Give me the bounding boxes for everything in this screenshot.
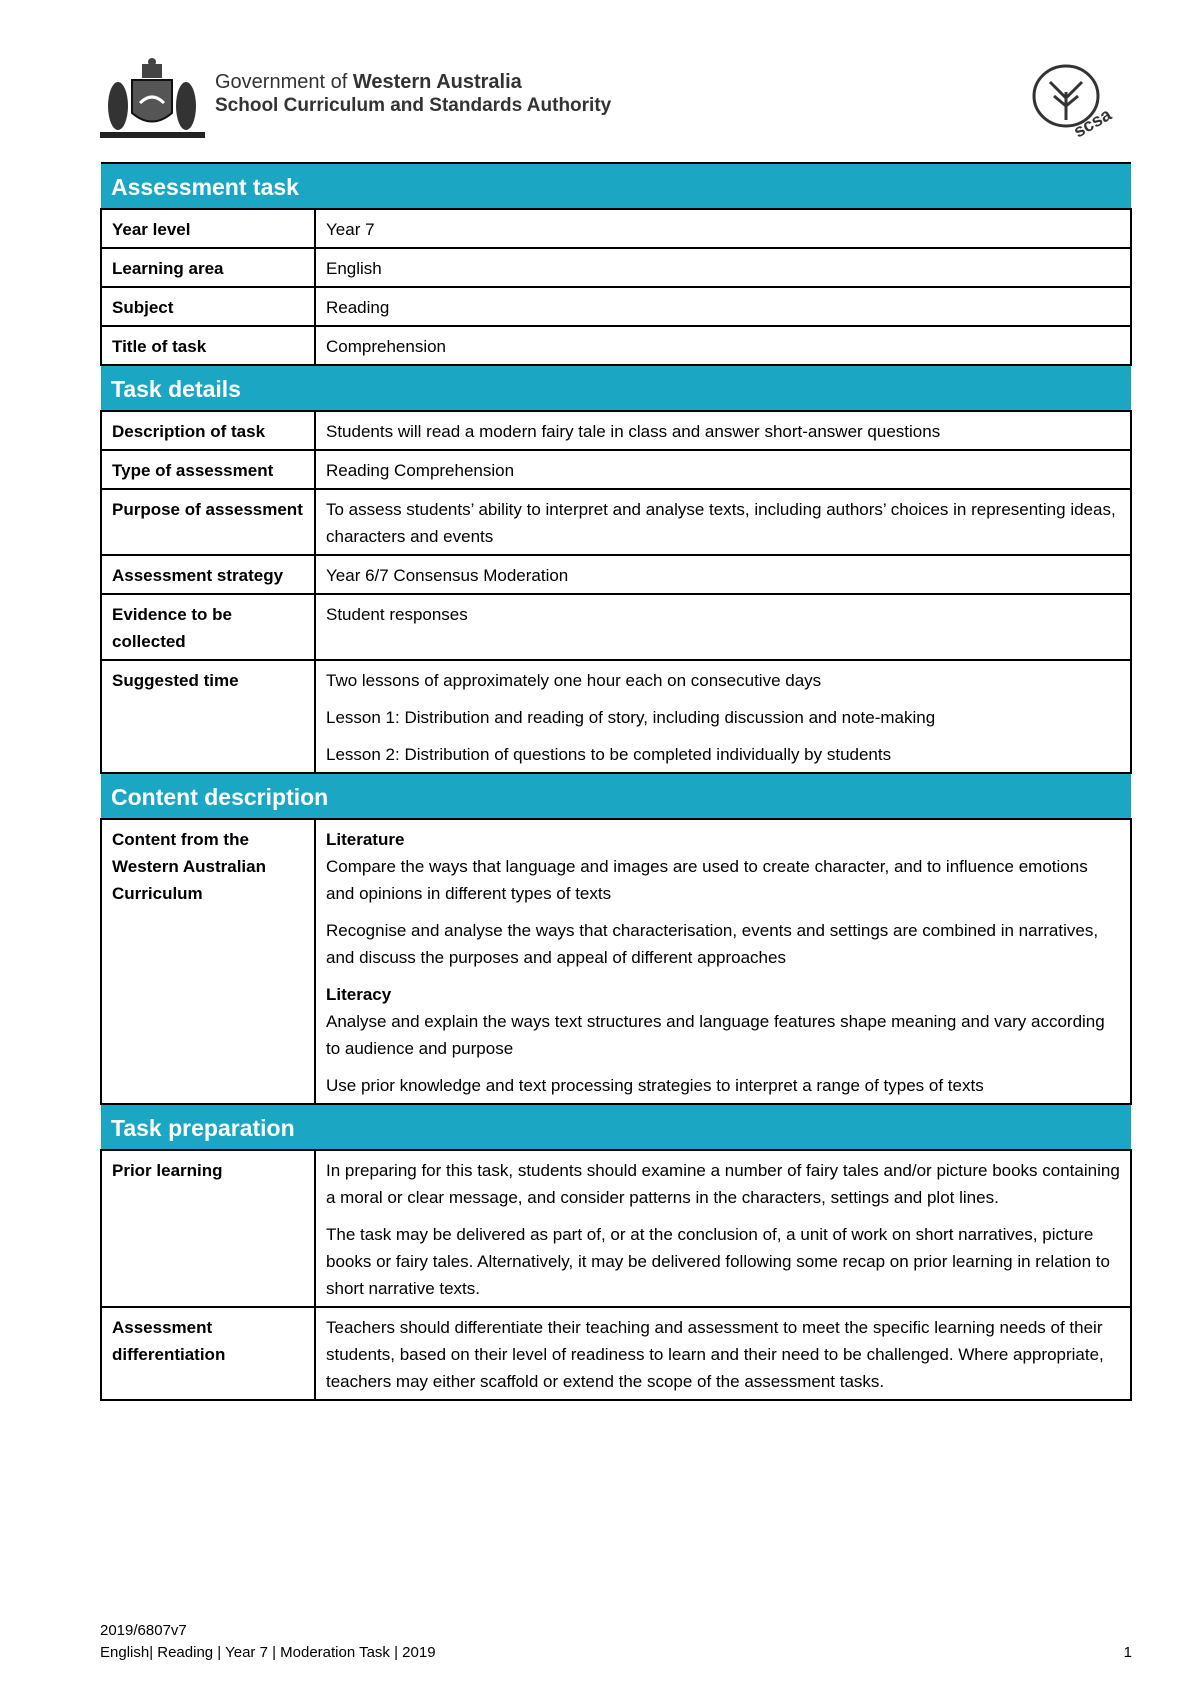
section-content-description: Content description (101, 773, 1131, 819)
content-item: Recognise and analyse the ways that characterisation, events and settings are combined in narratives, and discuss the purposes and appeal of different approaches (326, 921, 1099, 967)
row-label: Assessment strategy (101, 555, 315, 594)
paragraph: The task may be delivered as part of, or at the conclusion of, a unit of work on short narratives, picture books or fairy tales. Alternatively, it may be delivered following some recap on prior learning in relation to short narrative texts. (326, 1225, 1110, 1298)
literature-heading: Literature (326, 830, 405, 849)
row-value: Year 7 (315, 209, 1131, 248)
table-row (101, 326, 1131, 365)
wa-crest-logo (100, 58, 205, 142)
row-label: Year level (101, 209, 315, 248)
table-row (101, 1150, 1131, 1307)
table-row (101, 594, 1131, 660)
page-header (100, 58, 1130, 158)
row-value (315, 1150, 1131, 1307)
row-label: Purpose of assessment (101, 489, 315, 555)
time-line: Lesson 2: Distribution of questions to be completed individually by students (326, 745, 892, 764)
time-line: Lesson 1: Distribution and reading of story, including discussion and note-making (326, 708, 936, 727)
scsa-logo (1028, 58, 1115, 146)
table-row (101, 489, 1131, 555)
page-number: 1 (1123, 1644, 1132, 1661)
page-footer (100, 1620, 1132, 1664)
row-value: English (315, 248, 1131, 287)
row-value: Year 6/7 Consensus Moderation (315, 555, 1131, 594)
content-item: Compare the ways that language and images are used to create character, and to influence emotions and opinions in different types of texts (326, 857, 1088, 903)
document-code: 2019/6807v7 (100, 1622, 187, 1639)
table-row (101, 819, 1131, 1104)
row-label: Type of assessment (101, 450, 315, 489)
row-value: Reading (315, 287, 1131, 326)
content-item: Use prior knowledge and text processing strategies to interpret a range of types of texts (326, 1076, 984, 1095)
table-row (101, 660, 1131, 773)
row-label: Learning area (101, 248, 315, 287)
literacy-heading: Literacy (326, 985, 392, 1004)
row-label: Subject (101, 287, 315, 326)
footer-line: English| Reading | Year 7 | Moderation Task | 2019 (100, 1644, 436, 1661)
table-row (101, 555, 1131, 594)
row-value: Comprehension (315, 326, 1131, 365)
row-value: Student responses (315, 594, 1131, 660)
section-task-details: Task details (101, 365, 1131, 411)
scsa-logo-text: scsa (1070, 104, 1115, 142)
row-value: To assess students’ ability to interpret and analyse texts, including authors’ choices in representing ideas, characters and events (315, 489, 1131, 555)
table-row (101, 209, 1131, 248)
paragraph: In preparing for this task, students should examine a number of fairy tales and/or picture books containing a moral or clear message, and consider patterns in the characters, settings and plot lines. (326, 1161, 1120, 1207)
row-label: Suggested time (101, 660, 315, 773)
table-row (101, 411, 1131, 450)
row-value: Teachers should differentiate their teaching and assessment to meet the specific learning needs of their students, based on their level of readiness to learn and their need to be challenged. Where appropriate, teachers may either scaffold or extend the scope of the assessment tasks. (315, 1307, 1131, 1400)
row-value: Reading Comprehension (315, 450, 1131, 489)
row-label: Assessment differentiation (101, 1307, 315, 1400)
row-value (315, 819, 1131, 1104)
row-value (315, 660, 1131, 773)
time-line: Two lessons of approximately one hour each on consecutive days (326, 671, 822, 690)
assessment-table (100, 162, 1132, 1401)
content-item: Analyse and explain the ways text structures and language features shape meaning and vary according to audience and purpose (326, 1012, 1105, 1058)
table-row (101, 450, 1131, 489)
section-assessment-task: Assessment task (101, 163, 1131, 209)
organisation-name: Government of Western Australia School Curriculum and Standards Authority (215, 71, 612, 116)
section-task-preparation: Task preparation (101, 1104, 1131, 1150)
table-row (101, 248, 1131, 287)
row-label: Description of task (101, 411, 315, 450)
row-label: Content from the Western Australian Curriculum (101, 819, 315, 1104)
row-label: Prior learning (101, 1150, 315, 1307)
table-row (101, 1307, 1131, 1400)
table-row (101, 287, 1131, 326)
row-label: Evidence to be collected (101, 594, 315, 660)
row-value: Students will read a modern fairy tale in class and answer short-answer questions (315, 411, 1131, 450)
row-label: Title of task (101, 326, 315, 365)
